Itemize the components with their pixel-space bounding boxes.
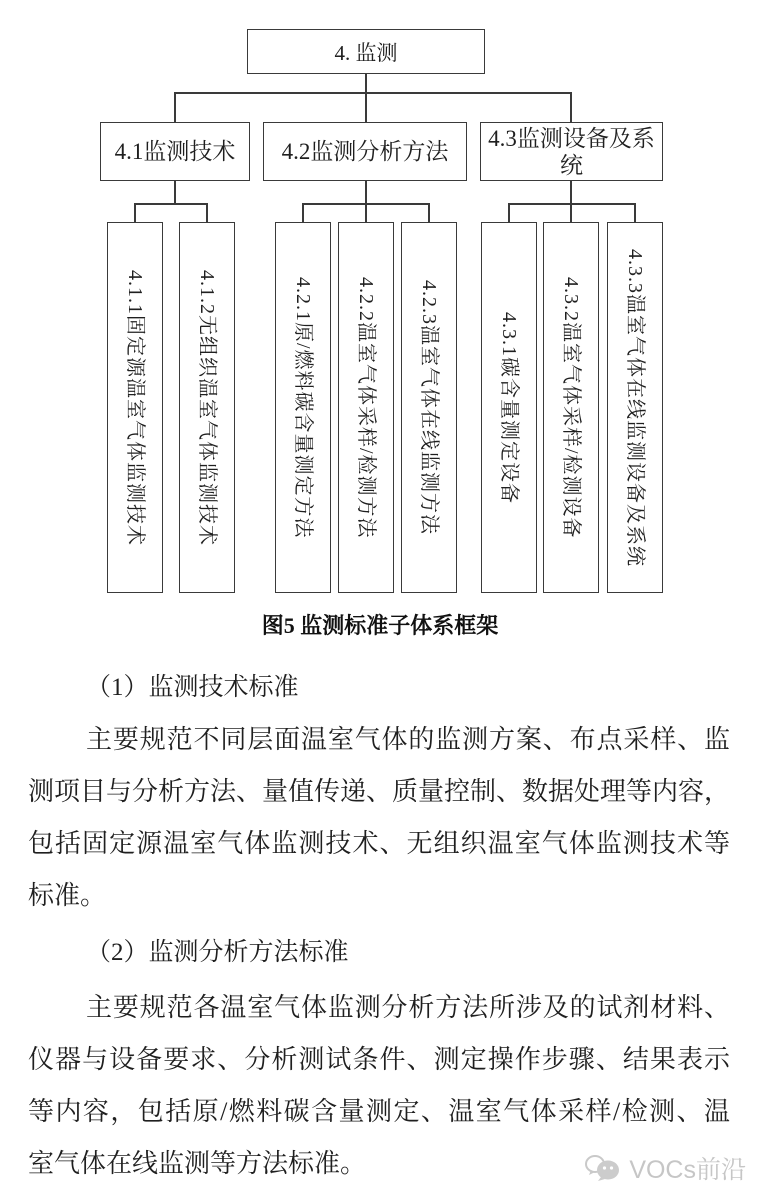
text-line: 等内容，包括原/燃料碳含量测定、温室气体采样/检测、温: [28, 1097, 730, 1126]
watermark-label: VOCs前沿: [629, 1156, 746, 1184]
connector: [365, 181, 367, 203]
text-line: 测项目与分析方法、量值传递、质量控制、数据处理等内容，: [28, 777, 731, 806]
connector: [570, 203, 572, 222]
node-4-1-2: [179, 222, 235, 593]
node-root: 4. 监测: [247, 29, 485, 74]
node-4-1-1: [107, 222, 163, 593]
connector: [174, 92, 176, 122]
node-4-3-3: [607, 222, 663, 593]
connector: [570, 92, 572, 122]
node-4-3: 4.3监测设备及系统: [480, 122, 663, 181]
node-label: 4.2.2温室气体采样/检测方法: [355, 276, 377, 539]
node-4-2-3: [401, 222, 457, 593]
node-label: 4.3.1碳含量测定设备: [498, 311, 520, 504]
section1-heading: （1）监测技术标准: [86, 674, 299, 701]
text-line: 包括固定源温室气体监测技术、无组织温室气体监测技术等: [28, 829, 730, 858]
connector: [365, 92, 367, 122]
connector: [134, 203, 208, 205]
connector: [365, 74, 367, 92]
node-4-3-2: [543, 222, 599, 593]
section2-heading: （2）监测分析方法标准: [86, 939, 349, 966]
node-label: 4.2.3温室气体在线监测方法: [418, 280, 440, 535]
connector: [206, 203, 208, 222]
connector: [634, 203, 636, 222]
section1-paragraph: [28, 714, 730, 922]
connector: [302, 203, 304, 222]
connector: [365, 203, 367, 222]
node-label: 4.1.2无组织温室气体监测技术: [196, 269, 218, 546]
wechat-icon: [584, 1153, 622, 1183]
node-4-2-2: [338, 222, 394, 593]
node-4-2: 4.2监测分析方法: [263, 122, 467, 181]
text-line: 室气体在线监测等方法标准。: [28, 1149, 367, 1178]
connector: [174, 181, 176, 203]
node-4-1: 4.1监测技术: [100, 122, 250, 181]
connector: [428, 203, 430, 222]
node-label: 4.3.3温室气体在线监测设备及系统: [624, 248, 646, 567]
text-line: 主要规范不同层面温室气体的监测方案、布点采样、监: [86, 725, 730, 754]
node-4-2-1: [275, 222, 331, 593]
connector: [570, 181, 572, 203]
text-line: 标准。: [28, 881, 107, 910]
node-label: 4.3.2温室气体采样/检测设备: [560, 276, 582, 539]
watermark: [584, 1150, 746, 1186]
connector: [174, 92, 571, 94]
text-line: 仪器与设备要求、分析测试条件、测定操作步骤、结果表示: [28, 1045, 730, 1074]
node-label: 4.1.1固定源温室气体监测技术: [124, 269, 146, 546]
text-line: 主要规范各温室气体监测分析方法所涉及的试剂材料、: [86, 993, 730, 1022]
connector: [134, 203, 136, 222]
figure-caption: 图5 监测标准子体系框架: [261, 613, 499, 638]
node-label: 4.2.1原/燃料碳含量测定方法: [292, 276, 314, 539]
connector: [508, 203, 635, 205]
connector: [508, 203, 510, 222]
node-4-3-1: [481, 222, 537, 593]
body-text: [0, 662, 760, 1190]
